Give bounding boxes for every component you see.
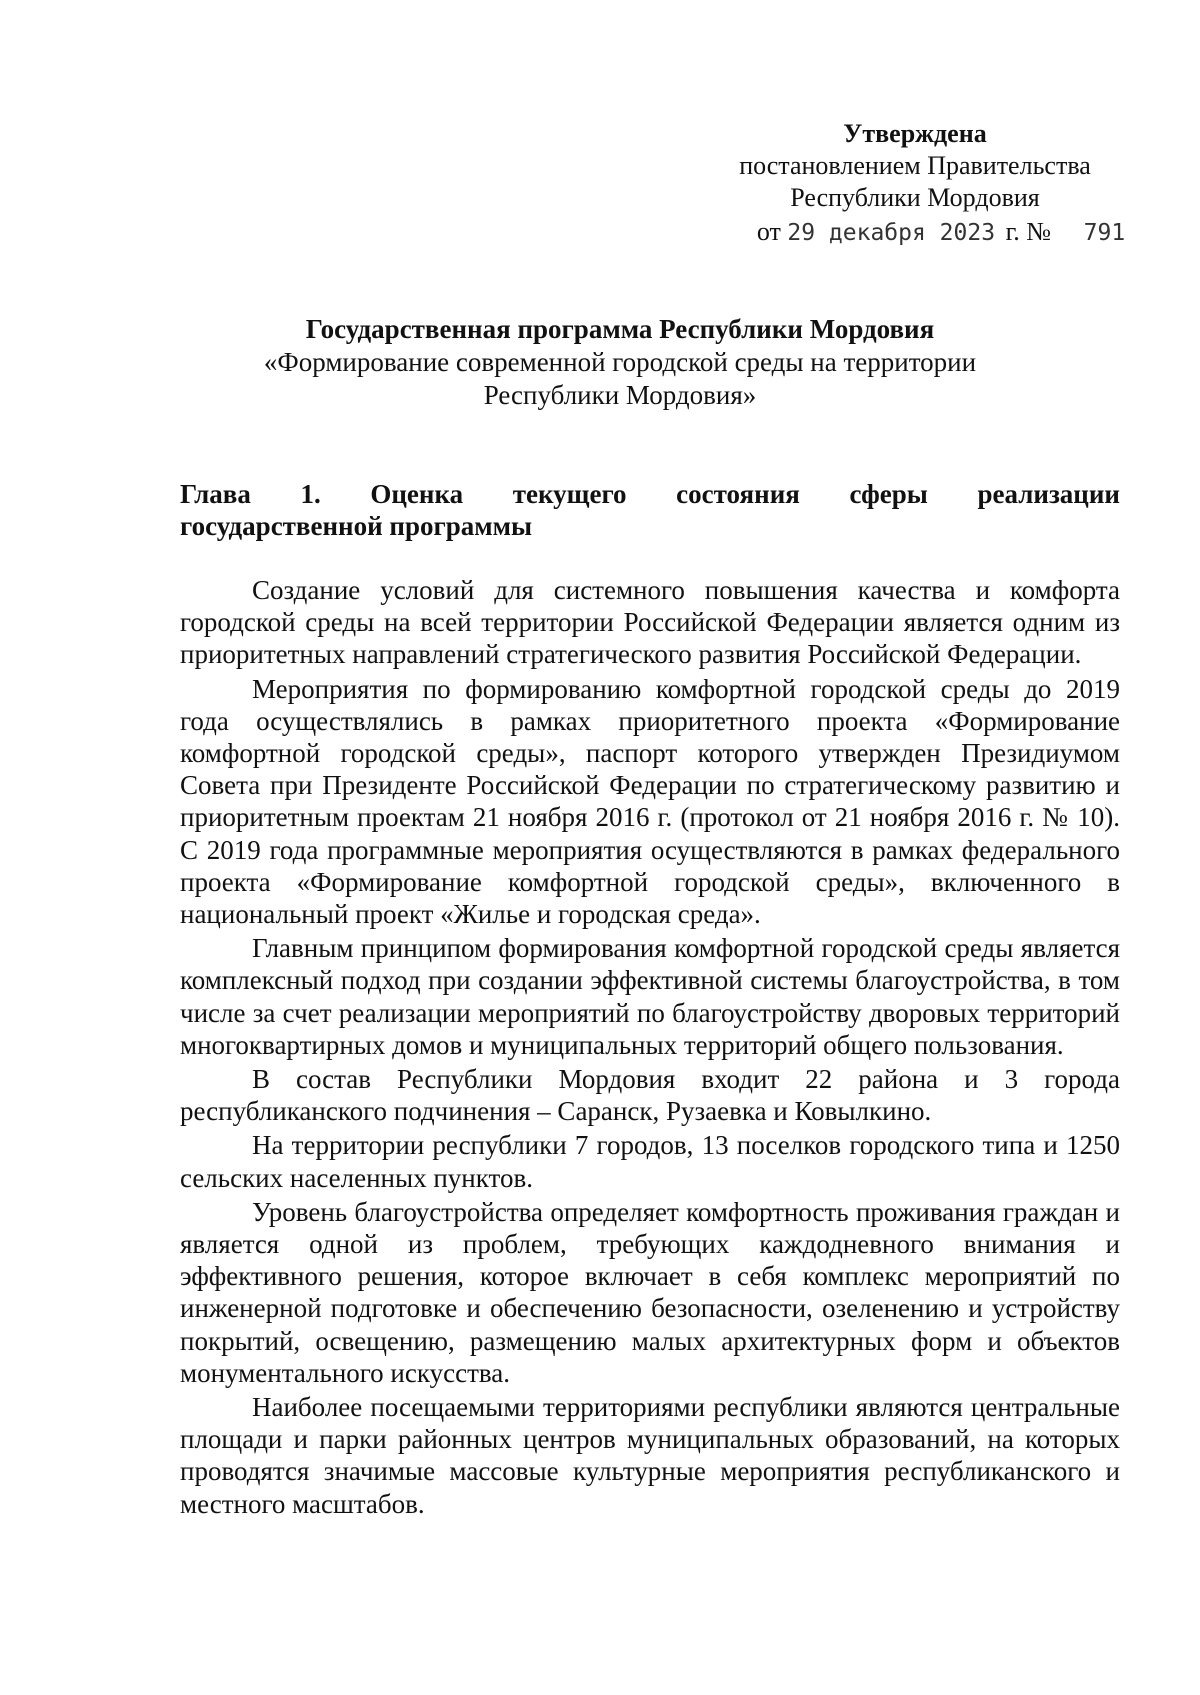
chapter-word: 1. xyxy=(300,479,321,509)
approval-line-1: постановлением Правительства xyxy=(739,151,1091,180)
approval-date-row xyxy=(706,216,1176,249)
chapter-heading xyxy=(180,478,1120,542)
chapter-word: Оценка xyxy=(370,479,464,509)
program-subtitle-line-1: «Формирование современной городской среды на территории xyxy=(263,347,977,377)
approval-date-prefix: от xyxy=(756,217,781,246)
approval-date: 29 декабря 2023 xyxy=(787,220,996,246)
body-text xyxy=(180,574,1120,1520)
chapter-word: реализации xyxy=(977,479,1120,509)
approval-number-prefix: г. № xyxy=(1005,217,1052,246)
chapter-word: состояния xyxy=(676,479,800,509)
chapter-word: сферы xyxy=(849,479,928,509)
program-title-block xyxy=(180,313,1060,412)
chapter-heading-line-2: государственной программы xyxy=(180,511,533,541)
program-title: Государственная программа Республики Мордовия xyxy=(305,314,935,344)
paragraph: Главным принципом формирования комфортной городской среды является комплексный подход при создании эффективной системы благоустройства, в том числе за счет реализации мероприятий по благоустройству дворовых территорий многоквартирных домов и муниципальных территорий общего пользования. xyxy=(180,933,1120,1060)
approval-block xyxy=(680,118,1150,249)
paragraph: На территории республики 7 городов, 13 поселков городского типа и 1250 сельских населенных пунктов. xyxy=(180,1130,1120,1193)
paragraph: Мероприятия по формированию комфортной городской среды до 2019 года осуществлялись в рамках приоритетного проекта «Формирование комфортной городской среды», паспорт которого утвержден Президиумом Совета при Президенте Российской Федерации по стратегическому развитию и приоритетным проектам 21 ноября 2016 г. (протокол от 21 ноября 2016 г. № 10). С 2019 года программные мероприятия осуществляются в рамках федерального проекта «Формирование комфортной городской среды», включенного в национальный проект «Жилье и городская среда». xyxy=(180,673,1120,930)
approval-line-2: Республики Мордовия xyxy=(790,183,1040,212)
paragraph: В состав Республики Мордовия входит 22 района и 3 города республиканского подчинения – Саранск, Рузаевка и Ковылкино. xyxy=(180,1064,1120,1127)
program-subtitle-line-2: Республики Мордовия» xyxy=(483,380,757,410)
chapter-heading-line-1 xyxy=(180,478,1120,510)
paragraph: Уровень благоустройства определяет комфортность проживания граждан и является одной из проблем, требующих каждодневного внимания и эффективного решения, которое включает в себя комплекс мероприятий по инженерной подготовке и обеспечению безопасности, озеленению и устройству покрытий, освещению, размещению малых архитектурных форм и объектов монументального искусства. xyxy=(180,1196,1120,1388)
approval-title: Утверждена xyxy=(843,119,987,148)
approval-number: 791 xyxy=(1083,220,1126,246)
chapter-word: текущего xyxy=(512,479,627,509)
paragraph: Наиболее посещаемыми территориями республики являются центральные площади и парки районных центров муниципальных образований, на которых проводятся значимые массовые культурные мероприятия республиканского и местного масштабов. xyxy=(180,1392,1120,1519)
chapter-word: Глава xyxy=(180,479,251,509)
paragraph: Создание условий для системного повышения качества и комфорта городской среды на всей территории Российской Федерации является одним из приоритетных направлений стратегического развития Российской Федерации. xyxy=(180,575,1120,670)
